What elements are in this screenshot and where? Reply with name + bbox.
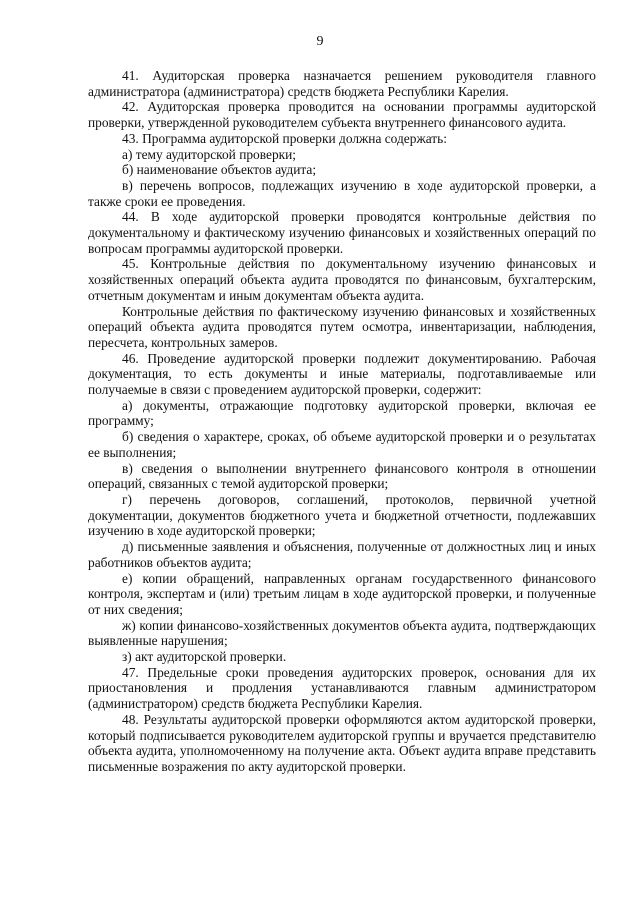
list-item-46h: з) акт аудиторской проверки.	[122, 649, 287, 665]
paragraph-47: 47. Предельные сроки проведения аудиторских проверок, основания для их приостановления и продления устанавливаются главным администратором (администратором) средств бюджета Республики Карелия.	[88, 664, 596, 712]
list-item-46b: б) сведения о характере, сроках, об объеме аудиторской проверки и о результатах ее выполнения;	[88, 429, 596, 460]
paragraph-45-continued: Контрольные действия по фактическому изучению финансовых и хозяйственных операций объекта аудита проводятся путем осмотра, инвентаризации, наблюдения, пересчета, контрольных замеров.	[88, 303, 596, 350]
paragraph-43: 43. Программа аудиторской проверки должна содержать:	[122, 130, 447, 146]
list-item-43a: а) тему аудиторской проверки;	[122, 146, 297, 162]
list-item-46g: ж) копии финансово-хозяйственных документов объекта аудита, подтверждающих выявленные нарушения;	[88, 617, 596, 649]
paragraph-42: 42. Аудиторская проверка проводится на основании программы аудиторской проверки, утвержденной руководителем субъекта внутреннего финансового аудита.	[88, 99, 596, 131]
paragraph-48: 48. Результаты аудиторской проверки оформляются актом аудиторской проверки, который подписывается руководителем аудиторской группы и вручается представителю объекта аудита, уполномоченному на получение акта. Объект аудита вправе представить письменные возражения по акту аудиторской проверки.	[88, 711, 596, 774]
list-item-43b: б) наименование объектов аудита;	[122, 162, 317, 178]
paragraph-45: 45. Контрольные действия по документальному изучению финансовых и хозяйственных операций объекта аудита проводятся по финансовым, бухгалтерским, отчетным документам и иным документам объекта аудита.	[88, 256, 596, 303]
list-item-46a: а) документы, отражающие подготовку аудиторской проверки, включая ее программу;	[88, 397, 596, 429]
document-body	[88, 68, 596, 775]
paragraph-44: 44. В ходе аудиторской проверки проводятся контрольные действия по документальному и фактическому изучению финансовых и хозяйственных операций по вопросам программы аудиторской проверки.	[88, 209, 596, 256]
list-item-46d: г) перечень договоров, соглашений, протоколов, первичной учетной документации, документов бюджетного учета и бюджетной отчетности, подлежавших изучению в ходе аудиторской проверки;	[88, 491, 596, 539]
list-item-46e: д) письменные заявления и объяснения, полученные от должностных лиц и иных работников объектов аудита;	[88, 539, 596, 570]
paragraph-46: 46. Проведение аудиторской проверки подлежит документированию. Рабочая документация, то есть документы и иные материалы, подготавливаемые или получаемые в связи с проведением аудиторской проверки, содержит:	[88, 350, 596, 398]
list-item-46c: в) сведения о выполнении внутреннего финансового контроля в отношении операций, связанных с темой аудиторской проверки;	[88, 460, 596, 492]
list-item-46f: е) копии обращений, направленных органам государственного финансового контроля, экспертам и (или) третьим лицам в ходе аудиторской проверки, и полученные от них сведения;	[88, 570, 596, 617]
page-number: 9	[316, 34, 324, 49]
list-item-43c: в) перечень вопросов, подлежащих изучению в ходе аудиторской проверки, а также сроки ее проведения.	[88, 177, 596, 209]
paragraph-41: 41. Аудиторская проверка назначается решением руководителя главного администратора (администратора) средств бюджета Республики Карелия.	[88, 68, 596, 99]
